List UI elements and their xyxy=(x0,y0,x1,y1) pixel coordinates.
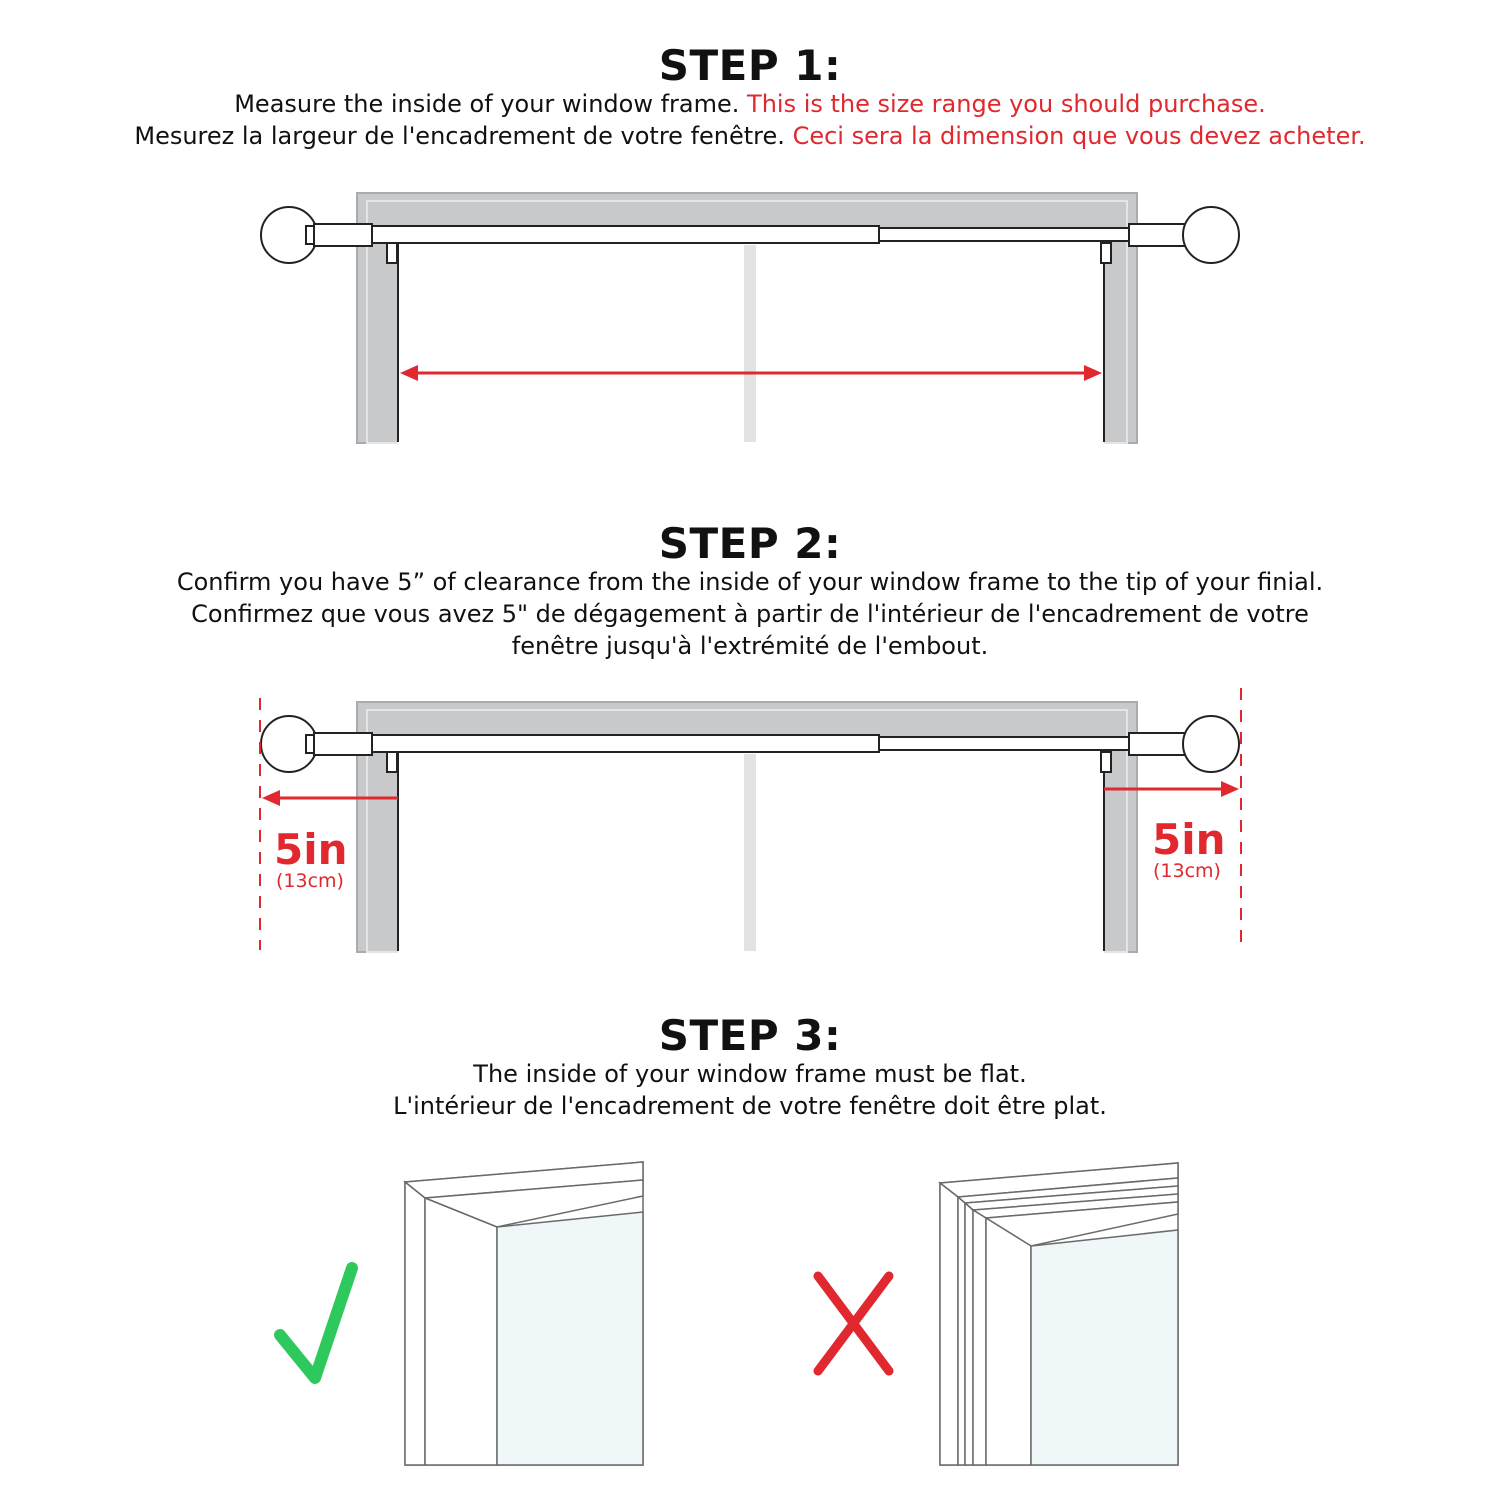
flat-frame-illustration xyxy=(405,1162,643,1465)
check-icon xyxy=(280,1268,352,1378)
step1-title: STEP 1: xyxy=(658,41,842,90)
step2-title: STEP 2: xyxy=(658,519,842,568)
step1-line1-highlight: This is the size range you should purchase. xyxy=(747,90,1266,118)
right-clearance-metric: (13cm) xyxy=(1153,860,1221,882)
step1-line1-instruction: Measure the inside of your window frame. xyxy=(234,90,740,118)
step1-line2-instruction: Mesurez la largeur de l'encadrement de votre fenêtre. xyxy=(134,122,785,150)
step3-title: STEP 3: xyxy=(658,1011,842,1060)
step3-line1: The inside of your window frame must be flat. xyxy=(473,1060,1027,1088)
left-clearance-metric: (13cm) xyxy=(276,870,344,892)
step1-line2-highlight: Ceci sera la dimension que vous devez acheter. xyxy=(792,122,1366,150)
left-clearance-label: 5in xyxy=(274,825,348,874)
step2-line1: Confirm you have 5” of clearance from the inside of your window frame to the tip of your finial. xyxy=(176,568,1324,596)
cross-icon xyxy=(818,1276,889,1371)
step3-line2: L'intérieur de l'encadrement de votre fenêtre doit être plat. xyxy=(393,1092,1107,1120)
step2-line2: Confirmez que vous avez 5" de dégagement à partir de l'intérieur de l'encadrement de votre xyxy=(191,600,1309,628)
right-clearance-label: 5in xyxy=(1152,815,1226,864)
step2-line3: fenêtre jusqu'à l'extrémité de l'embout. xyxy=(511,632,989,660)
stepped-frame-illustration xyxy=(940,1163,1178,1465)
